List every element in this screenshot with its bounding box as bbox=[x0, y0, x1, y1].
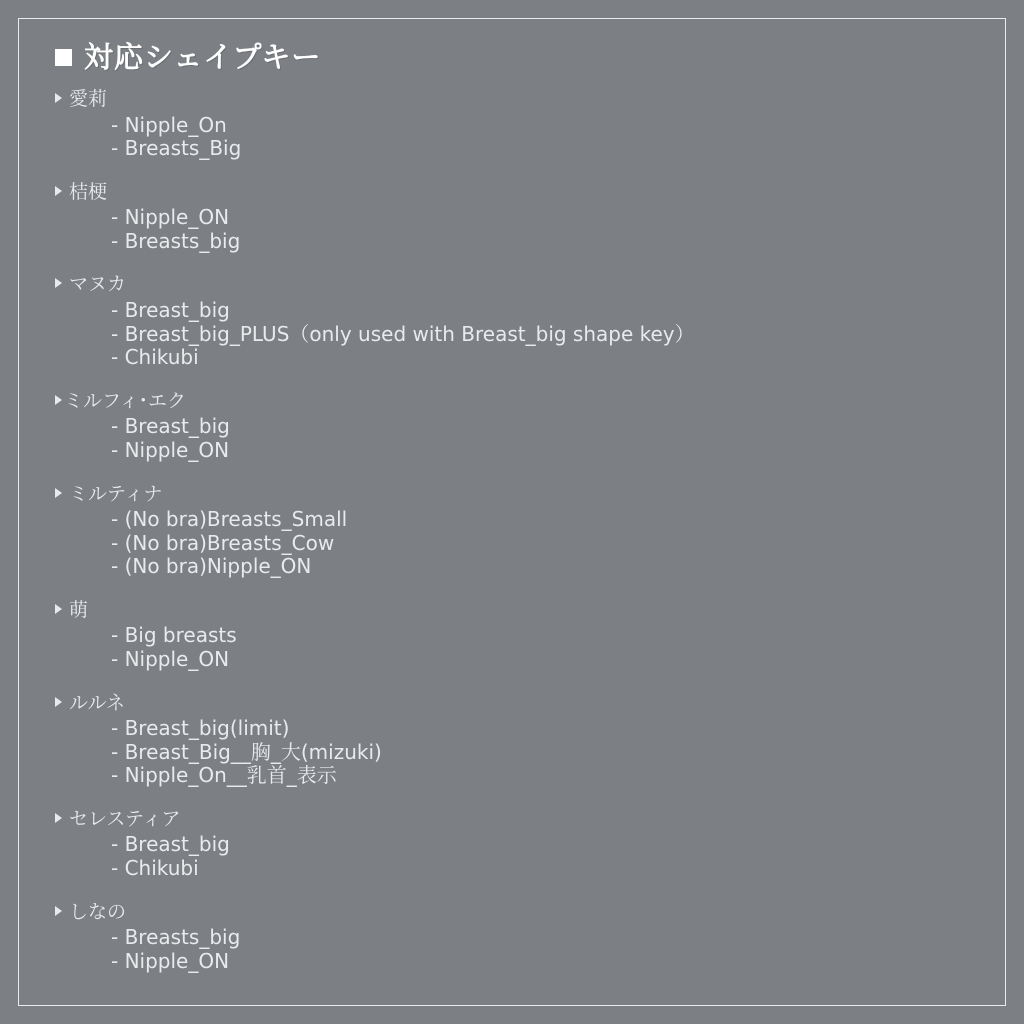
character-row bbox=[55, 273, 983, 297]
triangle-bullet-icon bbox=[55, 395, 62, 405]
shapekey-entry: - (No bra)Nipple_ON bbox=[111, 554, 312, 579]
list-item bbox=[55, 483, 983, 579]
shapekey-entry: - Breasts_Big bbox=[111, 136, 242, 161]
character-row bbox=[55, 599, 983, 623]
list-item bbox=[55, 88, 983, 161]
shapekey-entry: - Breast_big bbox=[111, 832, 230, 857]
shapekey-entry: - Nipple_On__乳首_表示 bbox=[111, 763, 337, 788]
triangle-bullet-icon bbox=[55, 93, 62, 103]
triangle-bullet-icon bbox=[55, 488, 62, 498]
shapekey-entry: - Chikubi bbox=[111, 345, 199, 370]
character-name: ミルフィ･エク bbox=[64, 389, 186, 412]
shapekey-entry: - Breasts_big bbox=[111, 228, 241, 253]
shapekey-list bbox=[41, 88, 983, 973]
shapekey-entry: - Nipple_ON bbox=[111, 948, 230, 973]
character-name: セレスティア bbox=[69, 807, 181, 830]
character-name: ミルティナ bbox=[69, 482, 163, 505]
triangle-bullet-icon bbox=[55, 604, 62, 614]
shapekey-entry: - Chikubi bbox=[111, 856, 199, 881]
shapekey-entry: - Breast_big_PLUS（only used with Breast_big shape key） bbox=[111, 321, 695, 346]
shapekey-entry: - Breast_big bbox=[111, 414, 230, 439]
character-row bbox=[55, 390, 983, 414]
character-name: ルルネ bbox=[69, 691, 125, 714]
shapekey-entry: - Nipple_ON bbox=[111, 205, 230, 230]
triangle-bullet-icon bbox=[55, 906, 62, 916]
shapekey-entry: - (No bra)Breasts_Small bbox=[111, 507, 348, 532]
character-row bbox=[55, 901, 983, 925]
content-frame bbox=[18, 18, 1006, 1006]
triangle-bullet-icon bbox=[55, 186, 62, 196]
list-item bbox=[55, 901, 983, 974]
character-name: 萌 bbox=[69, 598, 89, 621]
list-item bbox=[55, 181, 983, 254]
character-row bbox=[55, 88, 983, 112]
shapekey-entry: - Breast_big bbox=[111, 298, 230, 323]
page-title bbox=[55, 40, 983, 74]
character-name: 愛莉 bbox=[69, 88, 108, 110]
shapekey-entry: - Breast_Big__胸_大(mizuki) bbox=[111, 739, 382, 764]
triangle-bullet-icon bbox=[55, 813, 62, 823]
character-name: マヌカ bbox=[69, 273, 127, 296]
page-title-text: 対応シェイプキー bbox=[84, 40, 322, 74]
list-item bbox=[55, 692, 983, 788]
character-row bbox=[55, 692, 983, 716]
shapekey-entry: - Breasts_big bbox=[111, 925, 241, 950]
shapekey-entry: - (No bra)Breasts_Cow bbox=[111, 530, 335, 555]
list-item bbox=[55, 390, 983, 463]
character-name: 桔梗 bbox=[69, 180, 108, 203]
list-item bbox=[55, 599, 983, 672]
shapekey-entry: - Breast_big(limit) bbox=[111, 716, 290, 741]
character-name: しなの bbox=[69, 900, 127, 923]
triangle-bullet-icon bbox=[55, 278, 62, 288]
shapekey-entry: - Nipple_ON bbox=[111, 437, 230, 462]
character-row bbox=[55, 483, 983, 507]
shapekey-entry: - Nipple_On bbox=[111, 112, 227, 137]
shapekey-entry: - Nipple_ON bbox=[111, 647, 230, 671]
triangle-bullet-icon bbox=[55, 697, 62, 707]
character-row bbox=[55, 808, 983, 832]
square-bullet-icon bbox=[55, 49, 72, 66]
shapekey-entry: - Big breasts bbox=[111, 623, 237, 648]
list-item bbox=[55, 808, 983, 881]
character-row bbox=[55, 181, 983, 205]
list-item bbox=[55, 273, 983, 369]
